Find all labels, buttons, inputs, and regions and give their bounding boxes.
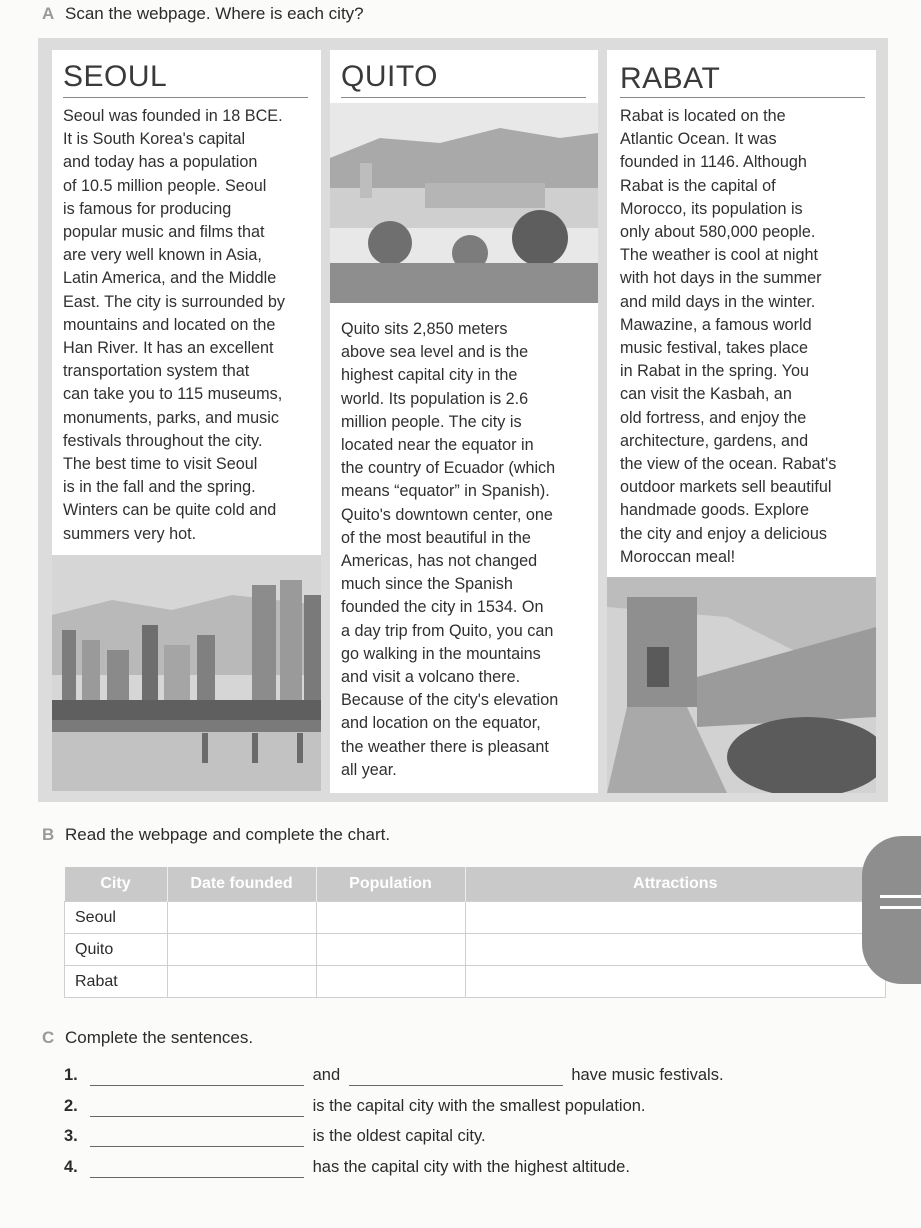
seoul-title: SEOUL: [63, 60, 168, 93]
answer-blank[interactable]: [90, 1158, 304, 1178]
section-c-heading: [42, 1028, 253, 1048]
sentence-text: is the oldest capital city.: [312, 1127, 486, 1145]
table-row: [65, 902, 886, 934]
sentence-connector: and: [312, 1066, 341, 1084]
table-row: [65, 934, 886, 966]
population-cell[interactable]: [316, 902, 465, 934]
seoul-skyline-image: [52, 555, 321, 791]
section-c-letter: C: [42, 1028, 55, 1047]
date-founded-cell[interactable]: [167, 966, 316, 998]
row-city-rabat: Rabat: [65, 966, 168, 998]
tab-line-icon: [880, 906, 921, 909]
header-population: Population: [316, 867, 465, 902]
quito-column: [330, 50, 598, 793]
population-cell[interactable]: [316, 966, 465, 998]
attractions-cell[interactable]: [465, 966, 886, 998]
sentence-number: 2.: [64, 1097, 78, 1115]
seoul-title-rule: [63, 97, 308, 98]
completion-chart: [64, 867, 886, 998]
rabat-title-rule: [620, 97, 865, 98]
sentence-1: [64, 1066, 724, 1086]
rabat-city-photo: [607, 577, 876, 793]
sentence-4: [64, 1158, 630, 1178]
seoul-body-text: Seoul was founded in 18 BCE. It is South Korea's capital and today has a population of 10.5 million people. Seoul is famous for producing popular music and films that are very well known in Asia, Latin America, and the Middle East. The city is surrounded by mountains and located on the Han River. It has an excellent transportation system that can take you to 115 museums, monuments, parks, and music festivals throughout the city. The best time to visit Seoul is in the fall and the spring. Winters can be quite cold and summers very hot.: [63, 107, 285, 543]
section-a-prompt: Scan the webpage. Where is each city?: [65, 4, 364, 23]
section-b-heading: [42, 825, 390, 845]
date-founded-cell[interactable]: [167, 902, 316, 934]
attractions-cell[interactable]: [465, 934, 886, 966]
quito-body-text: Quito sits 2,850 meters above sea level and is the highest capital city in the world. Its population is 2.6 million people. The city is located near the equator in the country of Ecuador (which means “equator” in Spanish). Quito's downtown center, one of the most beautiful in the Americas, has not changed much since the Spanish founded the city in 1534. On a day trip from Quito, you can go walking in the mountains and visit a volcano there. Because of the city's elevation and location on the equator, the weather there is pleasant all year.: [341, 320, 559, 779]
sentence-number: 3.: [64, 1127, 78, 1145]
quito-plaza-image: [330, 103, 598, 303]
sentence-text: have music festivals.: [571, 1066, 724, 1084]
date-founded-cell[interactable]: [167, 934, 316, 966]
section-a-letter: A: [42, 4, 55, 23]
tab-line-icon: [880, 895, 921, 898]
header-attractions: Attractions: [465, 867, 886, 902]
seoul-column: [52, 50, 321, 555]
seoul-city-photo: [52, 555, 321, 791]
answer-blank[interactable]: [90, 1127, 304, 1147]
sentence-text: has the capital city with the highest altitude.: [312, 1158, 630, 1176]
sentence-2: [64, 1097, 646, 1117]
rabat-column: [607, 50, 876, 577]
header-city: City: [65, 867, 168, 902]
row-city-quito: Quito: [65, 934, 168, 966]
section-b-letter: B: [42, 825, 55, 844]
row-city-seoul: Seoul: [65, 902, 168, 934]
sentence-number: 4.: [64, 1158, 78, 1176]
sentence-number: 1.: [64, 1066, 78, 1084]
quito-title: QUITO: [341, 60, 438, 93]
rabat-body-text: Rabat is located on the Atlantic Ocean. It was founded in 1146. Although Rabat is the capital of Morocco, its population is only about 580,000 people. The weather is cool at night with hot days in the summer and mild days in the winter. Mawazine, a famous world music festival, takes place in Rabat in the spring. You can visit the Kasbah, an old fortress, and enjoy the architecture, gardens, and the view of the ocean. Rabat's outdoor markets sell beautiful handmade goods. Explore the city and enjoy a delicious Moroccan meal!: [620, 107, 837, 566]
sentence-3: [64, 1127, 486, 1147]
answer-blank[interactable]: [90, 1066, 304, 1086]
quito-title-rule: [341, 97, 586, 98]
table-row: [65, 966, 886, 998]
quito-city-photo: [330, 103, 598, 303]
rabat-kasbah-image: [607, 577, 876, 793]
answer-blank[interactable]: [90, 1097, 304, 1117]
section-a-heading: [42, 4, 364, 24]
answer-blank[interactable]: [349, 1066, 563, 1086]
population-cell[interactable]: [316, 934, 465, 966]
section-b-prompt: Read the webpage and complete the chart.: [65, 825, 391, 844]
rabat-title: RABAT: [620, 62, 721, 95]
attractions-cell[interactable]: [465, 902, 886, 934]
sentence-text: is the capital city with the smallest population.: [312, 1097, 646, 1115]
page-side-tab: [862, 836, 921, 984]
section-c-prompt: Complete the sentences.: [65, 1028, 254, 1047]
header-date-founded: Date founded: [167, 867, 316, 902]
